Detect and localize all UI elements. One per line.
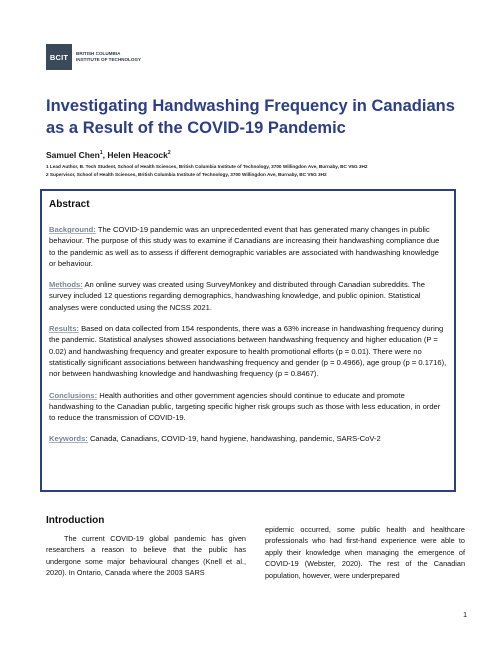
abstract-keywords [49,433,447,444]
abstract-methods [49,279,447,313]
background-text: The COVID-19 pandemic was an unprecedented event that has generated many changes in public behaviour. The purpose of this study was to examine if Canadians are increasing their handwashing compliance due to the pandemic as well as to assess if different demographic variables are associated with handwashing knowledge or behaviour. [49,225,440,268]
author-2: Helen Heacock [107,150,168,160]
page-number: 1 [463,612,467,619]
bcit-logo [46,44,141,70]
author-1-sup: 1 [99,150,103,157]
abstract-background [49,224,447,269]
background-label: Background: [49,225,96,234]
author-2-sup: 2 [167,150,171,157]
conclusions-text: Health authorities and other government agencies should continue to educate and promote handwashing to the Canadian public, targeting specific higher risk groups such as those with less education, in order to reduce the transmission of COVID-19. [49,390,441,423]
results-text: Based on data collected from 154 respondents, there was a 63% increase in handwashing frequency during the pandemic. Statistical analyses showed associations between handwashing frequency and higher education (P = 0.02) and handwashing frequency and greater exposure to health promotional efforts (p = 0.01). There were no statistically significant associations between handwashing frequency and gender (p = 0.4966), age group (p = 0.1716), nor between handwashing knowledge and handwashing frequency (p = 0.8467). [49,324,447,379]
keywords-label: Keywords: [49,434,88,444]
introduction-column-2: epidemic occurred, some public health and healthcare professionals who had first-hand experience were able to apply their knowledge when managing the emergence of COVID-19 (Webster, 2020). The rest of the Canadian population, however, were underprepared [265,525,465,580]
affiliation-1: 1 Lead Author, B. Tech Student, School of Health Sciences, British Columbia Institute of Technology, 3700 Willingdon Ave, Burnaby, BC V5G 3H2 [46,164,368,169]
logo-wordmark [76,51,141,62]
introduction-heading: Introduction [46,515,105,526]
introduction-column-1: The current COVID-19 global pandemic has given researchers a reason to believe that the public has undergone some major behavioural changes (Knell et al., 2020). In Ontario, Canada where the 2003 SARS [46,534,246,578]
author-separator: , [102,150,108,160]
methods-label: Methods: [49,280,83,290]
logo-line-1: BRITISH COLUMBIA [76,51,121,57]
author-list [46,150,171,160]
paper-title: Investigating Handwashing Frequency in Canadians as a Result of the COVID-19 Pandemic [46,97,455,137]
author-1: Samuel Chen [46,150,100,160]
abstract-heading: Abstract [49,199,90,210]
results-label: Results: [49,324,79,334]
abstract-results [49,323,447,379]
abstract-box [40,189,456,492]
abstract-conclusions [49,390,447,424]
keywords-text: Canada, Canadians, COVID-19, hand hygiene, handwashing, pandemic, SARS-CoV-2 [87,434,381,444]
logo-line-2: INSTITUTE OF TECHNOLOGY [76,57,142,62]
methods-text: An online survey was created using SurveyMonkey and distributed through Canadian subreddits. The survey included 12 questions regarding demographics, handwashing knowledge, and public opinion. Statistical analyses were conducted using the NCSS 2021. [49,280,425,312]
conclusions-label: Conclusions: [49,390,98,400]
affiliation-2: 2 Supervisor, School of Health Sciences, British Columbia Institute of Technology, 3700 Willingdon Ave, Burnaby, BC V5G 3H2 [46,172,327,177]
logo-mark: BCIT [46,44,72,70]
